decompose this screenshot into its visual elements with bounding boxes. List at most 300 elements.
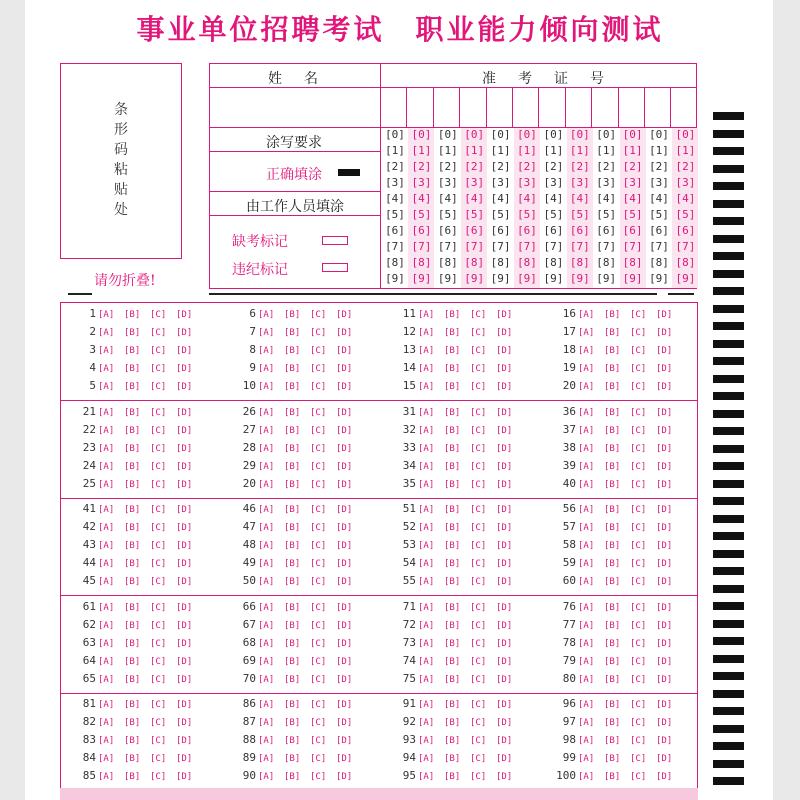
digit-bubble[interactable]: [2] bbox=[517, 160, 537, 173]
answer-bubble[interactable]: [B] bbox=[124, 461, 141, 472]
answer-bubble[interactable]: [D] bbox=[176, 479, 193, 490]
answer-bubble[interactable]: [B] bbox=[444, 638, 461, 649]
answer-bubble[interactable]: [D] bbox=[176, 328, 193, 338]
answer-bubble[interactable]: [D] bbox=[496, 346, 513, 356]
answer-bubble[interactable]: [B] bbox=[284, 700, 301, 710]
answer-bubble[interactable]: [A] bbox=[98, 443, 115, 454]
digit-bubble[interactable]: [0] bbox=[517, 128, 537, 141]
answer-bubble[interactable]: [D] bbox=[496, 382, 513, 392]
answer-bubble[interactable]: [A] bbox=[98, 382, 115, 392]
answer-bubble[interactable]: [C] bbox=[470, 620, 487, 631]
answer-bubble[interactable]: [B] bbox=[284, 310, 301, 320]
answer-bubble[interactable]: [A] bbox=[418, 700, 435, 710]
answer-bubble[interactable]: [A] bbox=[418, 772, 435, 782]
answer-bubble[interactable]: [B] bbox=[124, 620, 141, 631]
answer-bubble[interactable]: [C] bbox=[310, 602, 327, 613]
answer-bubble[interactable]: [B] bbox=[604, 443, 621, 454]
answer-bubble[interactable]: [D] bbox=[176, 602, 193, 613]
answer-bubble[interactable]: [D] bbox=[496, 674, 513, 685]
answer-bubble[interactable]: [D] bbox=[176, 577, 193, 587]
answer-bubble[interactable]: [D] bbox=[336, 620, 353, 631]
answer-bubble[interactable]: [B] bbox=[444, 523, 461, 533]
answer-bubble[interactable]: [B] bbox=[124, 718, 141, 728]
digit-bubble[interactable]: [0] bbox=[437, 128, 458, 141]
digit-bubble[interactable]: [8] bbox=[596, 256, 617, 269]
answer-bubble[interactable]: [C] bbox=[470, 382, 487, 392]
answer-bubble[interactable]: [D] bbox=[176, 505, 193, 515]
digit-bubble[interactable]: [8] bbox=[464, 256, 485, 269]
digit-bubble[interactable]: [2] bbox=[569, 160, 590, 173]
answer-bubble[interactable]: [A] bbox=[418, 602, 435, 613]
answer-bubble[interactable]: [C] bbox=[630, 310, 647, 320]
answer-bubble[interactable]: [D] bbox=[496, 310, 513, 320]
answer-bubble[interactable]: [D] bbox=[656, 443, 673, 454]
digit-bubble[interactable]: [3] bbox=[385, 176, 405, 189]
answer-bubble[interactable]: [B] bbox=[124, 425, 141, 436]
digit-bubble[interactable]: [4] bbox=[385, 192, 405, 205]
answer-bubble[interactable]: [D] bbox=[656, 541, 673, 551]
answer-bubble[interactable]: [D] bbox=[176, 718, 193, 728]
answer-bubble[interactable]: [C] bbox=[150, 577, 167, 587]
answer-bubble[interactable]: [B] bbox=[604, 602, 621, 613]
answer-bubble[interactable]: [C] bbox=[470, 674, 487, 685]
answer-bubble[interactable]: [B] bbox=[444, 479, 461, 490]
answer-bubble[interactable]: [A] bbox=[578, 505, 595, 515]
answer-bubble[interactable]: [B] bbox=[604, 718, 621, 728]
answer-bubble[interactable]: [A] bbox=[258, 754, 275, 764]
digit-bubble[interactable]: [6] bbox=[437, 224, 458, 237]
answer-bubble[interactable]: [A] bbox=[258, 407, 275, 418]
answer-bubble[interactable]: [D] bbox=[656, 772, 673, 782]
digit-bubble[interactable]: [5] bbox=[622, 208, 643, 221]
digit-bubble[interactable]: [6] bbox=[464, 224, 485, 237]
answer-bubble[interactable]: [A] bbox=[578, 674, 595, 685]
answer-bubble[interactable]: [D] bbox=[176, 620, 193, 631]
answer-bubble[interactable]: [C] bbox=[470, 656, 487, 667]
digit-bubble[interactable]: [8] bbox=[675, 256, 696, 269]
answer-bubble[interactable]: [A] bbox=[418, 577, 435, 587]
digit-bubble[interactable]: [3] bbox=[543, 176, 564, 189]
answer-bubble[interactable]: [B] bbox=[124, 559, 141, 569]
answer-bubble[interactable]: [C] bbox=[630, 328, 647, 338]
digit-bubble[interactable]: [5] bbox=[437, 208, 458, 221]
answer-bubble[interactable]: [B] bbox=[284, 602, 301, 613]
answer-bubble[interactable]: [A] bbox=[418, 674, 435, 685]
answer-bubble[interactable]: [D] bbox=[176, 523, 193, 533]
answer-bubble[interactable]: [B] bbox=[604, 407, 621, 418]
answer-bubble[interactable]: [B] bbox=[604, 479, 621, 490]
answer-bubble[interactable]: [D] bbox=[176, 674, 193, 685]
answer-bubble[interactable]: [B] bbox=[444, 602, 461, 613]
answer-bubble[interactable]: [B] bbox=[444, 382, 461, 392]
answer-bubble[interactable]: [A] bbox=[258, 656, 275, 667]
answer-bubble[interactable]: [C] bbox=[470, 479, 487, 490]
digit-bubble[interactable]: [5] bbox=[385, 208, 405, 221]
answer-bubble[interactable]: [D] bbox=[336, 638, 353, 649]
digit-bubble[interactable]: [9] bbox=[490, 272, 511, 285]
digit-bubble[interactable]: [8] bbox=[437, 256, 458, 269]
answer-bubble[interactable]: [A] bbox=[258, 443, 275, 454]
answer-bubble[interactable]: [B] bbox=[124, 346, 141, 356]
answer-bubble[interactable]: [C] bbox=[310, 700, 327, 710]
answer-bubble[interactable]: [D] bbox=[176, 364, 193, 374]
digit-bubble[interactable]: [1] bbox=[569, 144, 590, 157]
digit-bubble[interactable]: [6] bbox=[517, 224, 537, 237]
digit-bubble[interactable]: [2] bbox=[385, 160, 405, 173]
answer-bubble[interactable]: [B] bbox=[444, 772, 461, 782]
answer-bubble[interactable]: [C] bbox=[470, 736, 487, 746]
answer-bubble[interactable]: [D] bbox=[336, 364, 353, 374]
answer-bubble[interactable]: [D] bbox=[336, 736, 353, 746]
answer-bubble[interactable]: [A] bbox=[578, 736, 595, 746]
digit-bubble[interactable]: [3] bbox=[411, 176, 432, 189]
answer-bubble[interactable]: [A] bbox=[578, 479, 595, 490]
answer-bubble[interactable]: [D] bbox=[656, 407, 673, 418]
digit-bubble[interactable]: [5] bbox=[569, 208, 590, 221]
digit-bubble[interactable]: [1] bbox=[385, 144, 405, 157]
answer-bubble[interactable]: [A] bbox=[418, 620, 435, 631]
answer-bubble[interactable]: [A] bbox=[578, 638, 595, 649]
digit-bubble[interactable]: [2] bbox=[675, 160, 696, 173]
answer-bubble[interactable]: [D] bbox=[656, 718, 673, 728]
digit-bubble[interactable]: [7] bbox=[411, 240, 432, 253]
answer-bubble[interactable]: [B] bbox=[444, 407, 461, 418]
answer-bubble[interactable]: [D] bbox=[656, 328, 673, 338]
answer-bubble[interactable]: [C] bbox=[150, 602, 167, 613]
digit-bubble[interactable]: [1] bbox=[622, 144, 643, 157]
answer-bubble[interactable]: [D] bbox=[656, 382, 673, 392]
answer-bubble[interactable]: [C] bbox=[150, 559, 167, 569]
answer-bubble[interactable]: [A] bbox=[418, 638, 435, 649]
answer-bubble[interactable]: [D] bbox=[336, 382, 353, 392]
digit-bubble[interactable]: [4] bbox=[569, 192, 590, 205]
answer-bubble[interactable]: [A] bbox=[578, 523, 595, 533]
answer-bubble[interactable]: [C] bbox=[150, 754, 167, 764]
digit-bubble[interactable]: [8] bbox=[543, 256, 564, 269]
answer-bubble[interactable]: [A] bbox=[98, 523, 115, 533]
answer-bubble[interactable]: [A] bbox=[98, 674, 115, 685]
answer-bubble[interactable]: [B] bbox=[604, 505, 621, 515]
answer-bubble[interactable]: [D] bbox=[656, 479, 673, 490]
answer-bubble[interactable]: [D] bbox=[496, 505, 513, 515]
answer-bubble[interactable]: [C] bbox=[630, 602, 647, 613]
answer-bubble[interactable]: [C] bbox=[470, 718, 487, 728]
answer-bubble[interactable]: [A] bbox=[98, 718, 115, 728]
answer-bubble[interactable]: [B] bbox=[604, 736, 621, 746]
answer-bubble[interactable]: [D] bbox=[176, 736, 193, 746]
answer-bubble[interactable]: [B] bbox=[604, 656, 621, 667]
answer-bubble[interactable]: [D] bbox=[496, 736, 513, 746]
answer-bubble[interactable]: [D] bbox=[656, 700, 673, 710]
answer-bubble[interactable]: [B] bbox=[604, 674, 621, 685]
answer-bubble[interactable]: [A] bbox=[258, 736, 275, 746]
digit-bubble[interactable]: [4] bbox=[649, 192, 669, 205]
answer-bubble[interactable]: [C] bbox=[310, 620, 327, 631]
answer-bubble[interactable]: [D] bbox=[656, 523, 673, 533]
answer-bubble[interactable]: [B] bbox=[284, 541, 301, 551]
answer-bubble[interactable]: [A] bbox=[98, 328, 115, 338]
digit-bubble[interactable]: [7] bbox=[569, 240, 590, 253]
answer-bubble[interactable]: [B] bbox=[604, 523, 621, 533]
answer-bubble[interactable]: [D] bbox=[656, 577, 673, 587]
answer-bubble[interactable]: [D] bbox=[336, 479, 353, 490]
answer-bubble[interactable]: [D] bbox=[336, 505, 353, 515]
answer-bubble[interactable]: [C] bbox=[630, 754, 647, 764]
answer-bubble[interactable]: [D] bbox=[496, 700, 513, 710]
answer-bubble[interactable]: [A] bbox=[418, 505, 435, 515]
digit-bubble[interactable]: [7] bbox=[622, 240, 643, 253]
digit-bubble[interactable]: [2] bbox=[596, 160, 617, 173]
answer-bubble[interactable]: [B] bbox=[284, 346, 301, 356]
digit-bubble[interactable]: [4] bbox=[490, 192, 511, 205]
answer-bubble[interactable]: [B] bbox=[444, 700, 461, 710]
answer-bubble[interactable]: [C] bbox=[310, 407, 327, 418]
answer-bubble[interactable]: [C] bbox=[150, 425, 167, 436]
digit-bubble[interactable]: [5] bbox=[517, 208, 537, 221]
answer-bubble[interactable]: [B] bbox=[604, 346, 621, 356]
answer-bubble[interactable]: [C] bbox=[630, 443, 647, 454]
answer-bubble[interactable]: [C] bbox=[310, 577, 327, 587]
answer-bubble[interactable]: [B] bbox=[124, 736, 141, 746]
answer-bubble[interactable]: [D] bbox=[496, 718, 513, 728]
answer-bubble[interactable]: [C] bbox=[630, 559, 647, 569]
answer-bubble[interactable]: [D] bbox=[496, 772, 513, 782]
answer-bubble[interactable]: [A] bbox=[578, 461, 595, 472]
answer-bubble[interactable]: [A] bbox=[578, 407, 595, 418]
answer-bubble[interactable]: [B] bbox=[604, 559, 621, 569]
answer-bubble[interactable]: [D] bbox=[336, 577, 353, 587]
answer-bubble[interactable]: [C] bbox=[150, 620, 167, 631]
answer-bubble[interactable]: [D] bbox=[176, 310, 193, 320]
answer-bubble[interactable]: [A] bbox=[258, 772, 275, 782]
answer-bubble[interactable]: [A] bbox=[578, 364, 595, 374]
digit-bubble[interactable]: [1] bbox=[490, 144, 511, 157]
digit-bubble[interactable]: [0] bbox=[411, 128, 432, 141]
answer-bubble[interactable]: [B] bbox=[284, 407, 301, 418]
answer-bubble[interactable]: [C] bbox=[150, 541, 167, 551]
digit-bubble[interactable]: [2] bbox=[649, 160, 669, 173]
digit-bubble[interactable]: [1] bbox=[596, 144, 617, 157]
answer-bubble[interactable]: [C] bbox=[150, 382, 167, 392]
digit-bubble[interactable]: [5] bbox=[464, 208, 485, 221]
answer-bubble[interactable]: [A] bbox=[418, 754, 435, 764]
answer-bubble[interactable]: [A] bbox=[418, 382, 435, 392]
answer-bubble[interactable]: [D] bbox=[496, 364, 513, 374]
answer-bubble[interactable]: [B] bbox=[124, 443, 141, 454]
answer-bubble[interactable]: [A] bbox=[98, 754, 115, 764]
answer-bubble[interactable]: [C] bbox=[630, 479, 647, 490]
digit-bubble[interactable]: [7] bbox=[543, 240, 564, 253]
answer-bubble[interactable]: [D] bbox=[656, 310, 673, 320]
digit-bubble[interactable]: [6] bbox=[569, 224, 590, 237]
answer-bubble[interactable]: [A] bbox=[418, 425, 435, 436]
digit-bubble[interactable]: [1] bbox=[675, 144, 696, 157]
answer-bubble[interactable]: [D] bbox=[496, 425, 513, 436]
answer-bubble[interactable]: [C] bbox=[470, 577, 487, 587]
answer-bubble[interactable]: [A] bbox=[98, 638, 115, 649]
answer-bubble[interactable]: [B] bbox=[444, 328, 461, 338]
answer-bubble[interactable]: [A] bbox=[418, 541, 435, 551]
answer-bubble[interactable]: [A] bbox=[98, 364, 115, 374]
digit-bubble[interactable]: [9] bbox=[622, 272, 643, 285]
answer-bubble[interactable]: [A] bbox=[578, 754, 595, 764]
answer-bubble[interactable]: [B] bbox=[124, 364, 141, 374]
answer-bubble[interactable]: [B] bbox=[604, 638, 621, 649]
answer-bubble[interactable]: [A] bbox=[578, 656, 595, 667]
digit-bubble[interactable]: [9] bbox=[596, 272, 617, 285]
answer-bubble[interactable]: [D] bbox=[496, 541, 513, 551]
answer-bubble[interactable]: [D] bbox=[656, 656, 673, 667]
answer-bubble[interactable]: [A] bbox=[98, 620, 115, 631]
answer-bubble[interactable]: [A] bbox=[258, 346, 275, 356]
answer-bubble[interactable]: [C] bbox=[630, 577, 647, 587]
answer-bubble[interactable]: [C] bbox=[310, 382, 327, 392]
answer-bubble[interactable]: [D] bbox=[656, 346, 673, 356]
digit-bubble[interactable]: [9] bbox=[675, 272, 696, 285]
answer-bubble[interactable]: [A] bbox=[258, 602, 275, 613]
answer-bubble[interactable]: [A] bbox=[98, 602, 115, 613]
digit-bubble[interactable]: [7] bbox=[437, 240, 458, 253]
digit-bubble[interactable]: [0] bbox=[622, 128, 643, 141]
absent-mark-box[interactable] bbox=[322, 236, 348, 245]
answer-bubble[interactable]: [D] bbox=[496, 620, 513, 631]
digit-bubble[interactable]: [5] bbox=[490, 208, 511, 221]
answer-bubble[interactable]: [D] bbox=[336, 700, 353, 710]
answer-bubble[interactable]: [B] bbox=[124, 602, 141, 613]
answer-bubble[interactable]: [B] bbox=[444, 461, 461, 472]
digit-bubble[interactable]: [7] bbox=[649, 240, 669, 253]
answer-bubble[interactable]: [D] bbox=[496, 328, 513, 338]
digit-bubble[interactable]: [6] bbox=[675, 224, 696, 237]
digit-bubble[interactable]: [8] bbox=[411, 256, 432, 269]
answer-bubble[interactable]: [C] bbox=[630, 541, 647, 551]
answer-bubble[interactable]: [C] bbox=[310, 736, 327, 746]
answer-bubble[interactable]: [B] bbox=[124, 577, 141, 587]
digit-bubble[interactable]: [5] bbox=[596, 208, 617, 221]
answer-bubble[interactable]: [D] bbox=[336, 559, 353, 569]
digit-bubble[interactable]: [8] bbox=[490, 256, 511, 269]
answer-bubble[interactable]: [C] bbox=[470, 700, 487, 710]
digit-bubble[interactable]: [2] bbox=[464, 160, 485, 173]
answer-bubble[interactable]: [C] bbox=[630, 700, 647, 710]
answer-bubble[interactable]: [A] bbox=[258, 638, 275, 649]
answer-bubble[interactable]: [D] bbox=[656, 602, 673, 613]
answer-bubble[interactable]: [B] bbox=[124, 772, 141, 782]
digit-bubble[interactable]: [7] bbox=[490, 240, 511, 253]
digit-bubble[interactable]: [5] bbox=[675, 208, 696, 221]
digit-bubble[interactable]: [6] bbox=[385, 224, 405, 237]
answer-bubble[interactable]: [C] bbox=[310, 674, 327, 685]
answer-bubble[interactable]: [B] bbox=[284, 754, 301, 764]
answer-bubble[interactable]: [D] bbox=[176, 407, 193, 418]
answer-bubble[interactable]: [A] bbox=[98, 541, 115, 551]
answer-bubble[interactable]: [A] bbox=[418, 479, 435, 490]
digit-bubble[interactable]: [8] bbox=[517, 256, 537, 269]
digit-bubble[interactable]: [6] bbox=[543, 224, 564, 237]
answer-bubble[interactable]: [A] bbox=[258, 328, 275, 338]
answer-bubble[interactable]: [B] bbox=[604, 382, 621, 392]
digit-bubble[interactable]: [3] bbox=[517, 176, 537, 189]
digit-bubble[interactable]: [8] bbox=[385, 256, 405, 269]
answer-bubble[interactable]: [A] bbox=[578, 346, 595, 356]
answer-bubble[interactable]: [C] bbox=[150, 346, 167, 356]
answer-bubble[interactable]: [D] bbox=[336, 541, 353, 551]
digit-bubble[interactable]: [4] bbox=[596, 192, 617, 205]
answer-bubble[interactable]: [D] bbox=[496, 461, 513, 472]
answer-bubble[interactable]: [B] bbox=[284, 674, 301, 685]
answer-bubble[interactable]: [C] bbox=[310, 443, 327, 454]
digit-bubble[interactable]: [6] bbox=[649, 224, 669, 237]
digit-bubble[interactable]: [0] bbox=[464, 128, 485, 141]
answer-bubble[interactable]: [D] bbox=[496, 638, 513, 649]
answer-bubble[interactable]: [B] bbox=[604, 700, 621, 710]
answer-bubble[interactable]: [C] bbox=[630, 718, 647, 728]
answer-bubble[interactable]: [A] bbox=[258, 559, 275, 569]
digit-bubble[interactable]: [1] bbox=[543, 144, 564, 157]
digit-bubble[interactable]: [7] bbox=[385, 240, 405, 253]
digit-bubble[interactable]: [4] bbox=[622, 192, 643, 205]
digit-bubble[interactable]: [1] bbox=[517, 144, 537, 157]
answer-bubble[interactable]: [D] bbox=[656, 638, 673, 649]
answer-bubble[interactable]: [B] bbox=[124, 541, 141, 551]
answer-bubble[interactable]: [B] bbox=[604, 328, 621, 338]
answer-bubble[interactable]: [C] bbox=[630, 346, 647, 356]
answer-bubble[interactable]: [C] bbox=[630, 364, 647, 374]
answer-bubble[interactable]: [D] bbox=[496, 577, 513, 587]
answer-bubble[interactable]: [A] bbox=[258, 364, 275, 374]
answer-bubble[interactable]: [A] bbox=[258, 461, 275, 472]
answer-bubble[interactable]: [B] bbox=[444, 443, 461, 454]
answer-bubble[interactable]: [C] bbox=[310, 461, 327, 472]
answer-bubble[interactable]: [C] bbox=[470, 772, 487, 782]
answer-bubble[interactable]: [B] bbox=[604, 772, 621, 782]
answer-bubble[interactable]: [C] bbox=[630, 505, 647, 515]
answer-bubble[interactable]: [B] bbox=[604, 425, 621, 436]
answer-bubble[interactable]: [D] bbox=[496, 559, 513, 569]
digit-bubble[interactable]: [3] bbox=[596, 176, 617, 189]
answer-bubble[interactable]: [D] bbox=[176, 656, 193, 667]
answer-bubble[interactable]: [A] bbox=[98, 559, 115, 569]
answer-bubble[interactable]: [D] bbox=[336, 328, 353, 338]
answer-bubble[interactable]: [C] bbox=[630, 382, 647, 392]
answer-bubble[interactable]: [B] bbox=[124, 310, 141, 320]
answer-bubble[interactable]: [A] bbox=[578, 541, 595, 551]
answer-bubble[interactable]: [D] bbox=[496, 523, 513, 533]
digit-bubble[interactable]: [6] bbox=[490, 224, 511, 237]
answer-bubble[interactable]: [B] bbox=[604, 461, 621, 472]
answer-bubble[interactable]: [C] bbox=[150, 772, 167, 782]
violation-mark-box[interactable] bbox=[322, 263, 348, 272]
answer-bubble[interactable]: [A] bbox=[418, 443, 435, 454]
answer-bubble[interactable]: [B] bbox=[444, 577, 461, 587]
answer-bubble[interactable]: [A] bbox=[418, 328, 435, 338]
digit-bubble[interactable]: [1] bbox=[649, 144, 669, 157]
answer-bubble[interactable]: [B] bbox=[284, 620, 301, 631]
answer-bubble[interactable]: [D] bbox=[176, 772, 193, 782]
answer-bubble[interactable]: [B] bbox=[444, 364, 461, 374]
answer-bubble[interactable]: [C] bbox=[630, 736, 647, 746]
answer-bubble[interactable]: [A] bbox=[578, 443, 595, 454]
answer-bubble[interactable]: [B] bbox=[444, 310, 461, 320]
answer-bubble[interactable]: [C] bbox=[470, 328, 487, 338]
answer-bubble[interactable]: [B] bbox=[284, 505, 301, 515]
answer-bubble[interactable]: [B] bbox=[124, 638, 141, 649]
answer-bubble[interactable]: [A] bbox=[258, 620, 275, 631]
answer-bubble[interactable]: [B] bbox=[444, 346, 461, 356]
answer-bubble[interactable]: [C] bbox=[310, 541, 327, 551]
answer-bubble[interactable]: [C] bbox=[630, 638, 647, 649]
answer-bubble[interactable]: [C] bbox=[150, 736, 167, 746]
